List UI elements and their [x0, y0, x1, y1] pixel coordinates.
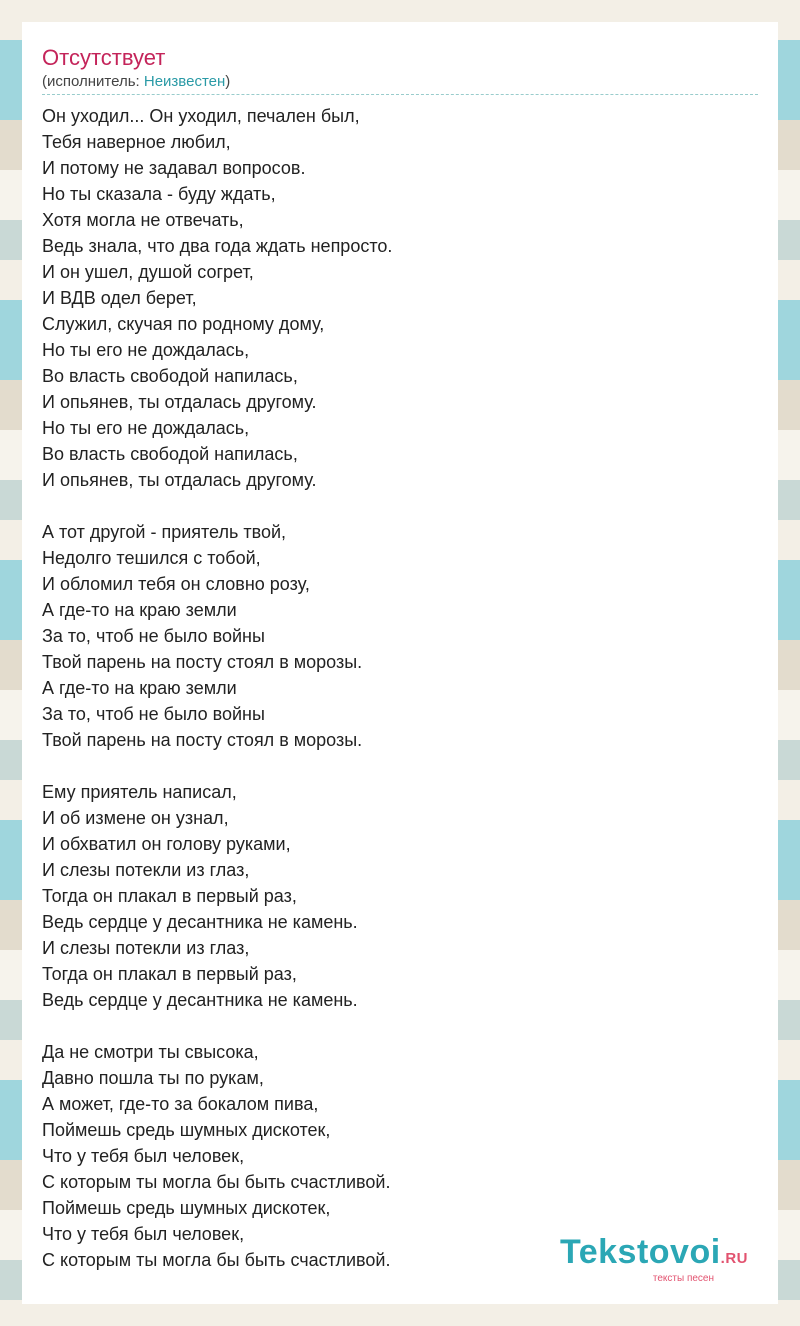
lyric-line: Ведь сердце у десантника не камень. [42, 912, 358, 932]
lyric-line: Твой парень на посту стоял в морозы. [42, 652, 363, 672]
lyric-line: Но ты его не дождалась, [42, 340, 250, 360]
lyric-line: Тогда он плакал в первый раз, [42, 964, 297, 984]
lyric-line: Поймешь средь шумных дискотек, [42, 1120, 331, 1140]
lyric-line: И опьянев, ты отдалась другому. [42, 392, 317, 412]
logo-domain: .RU [720, 1250, 748, 1267]
performer-prefix: (исполнитель: [42, 73, 144, 90]
lyric-line: Но ты его не дождалась, [42, 418, 250, 438]
lyric-line: А может, где-то за бокалом пива, [42, 1094, 319, 1114]
lyric-line: А тот другой - приятель твой, [42, 522, 287, 542]
lyric-line: А где-то на краю земли [42, 678, 237, 698]
stanza [42, 519, 758, 753]
lyric-line: Во власть свободой напилась, [42, 444, 298, 464]
lyric-line: Он уходил... Он уходил, печален был, [42, 106, 360, 126]
lyric-line: И слезы потекли из глаз, [42, 860, 250, 880]
lyric-line: С которым ты могла бы быть счастливой. [42, 1250, 391, 1270]
lyric-line: И обхватил он голову руками, [42, 834, 291, 854]
logo-main-text: Tekstovoi [559, 1233, 721, 1271]
performer-link[interactable]: Неизвестен [143, 73, 226, 90]
lyric-line: Ведь сердце у десантника не камень. [42, 990, 358, 1010]
lyric-line: С которым ты могла бы быть счастливой. [42, 1172, 391, 1192]
lyric-line: Но ты сказала - буду ждать, [42, 184, 276, 204]
lyrics-card [22, 22, 778, 1304]
lyrics-body [42, 103, 758, 1273]
lyric-line: И опьянев, ты отдалась другому. [42, 470, 317, 490]
lyric-line: Давно пошла ты по рукам, [42, 1068, 264, 1088]
lyric-line: Тебя наверное любил, [42, 132, 231, 152]
stanza [42, 103, 758, 493]
lyric-line: Твой парень на посту стоял в морозы. [42, 730, 363, 750]
lyric-line: И потому не задавал вопросов. [42, 158, 306, 178]
lyric-line: Что у тебя был человек, [42, 1146, 245, 1166]
lyric-line: Хотя могла не отвечать, [42, 210, 244, 230]
lyric-line: За то, чтоб не было войны [42, 626, 265, 646]
lyric-line: А где-то на краю земли [42, 600, 237, 620]
song-title: Отсутствует [42, 45, 166, 70]
lyric-line: И слезы потекли из глаз, [42, 938, 250, 958]
lyric-line: И он ушел, душой согрет, [42, 262, 254, 282]
lyric-line: Поймешь средь шумных дискотек, [42, 1198, 331, 1218]
lyric-line: Что у тебя был человек, [42, 1224, 245, 1244]
lyric-line: Ему приятель написал, [42, 782, 237, 802]
site-logo[interactable] [560, 1234, 748, 1284]
lyric-line: Ведь знала, что два года ждать непросто. [42, 236, 393, 256]
lyric-line: И ВДВ одел берет, [42, 288, 197, 308]
stanza [42, 779, 758, 1013]
performer-line [42, 72, 758, 95]
lyric-line: Недолго тешился с тобой, [42, 548, 261, 568]
lyric-line: За то, чтоб не было войны [42, 704, 265, 724]
lyric-line: Служил, скучая по родному дому, [42, 314, 325, 334]
lyric-line: Тогда он плакал в первый раз, [42, 886, 297, 906]
lyric-line: И обломил тебя он словно розу, [42, 574, 310, 594]
logo-wordmark [560, 1234, 748, 1277]
lyric-line: И об измене он узнал, [42, 808, 229, 828]
lyric-line: Да не смотри ты свысока, [42, 1042, 259, 1062]
logo-tagline: тексты песен [652, 1273, 714, 1284]
lyric-line: Во власть свободой напилась, [42, 366, 298, 386]
performer-suffix: ) [225, 73, 231, 90]
